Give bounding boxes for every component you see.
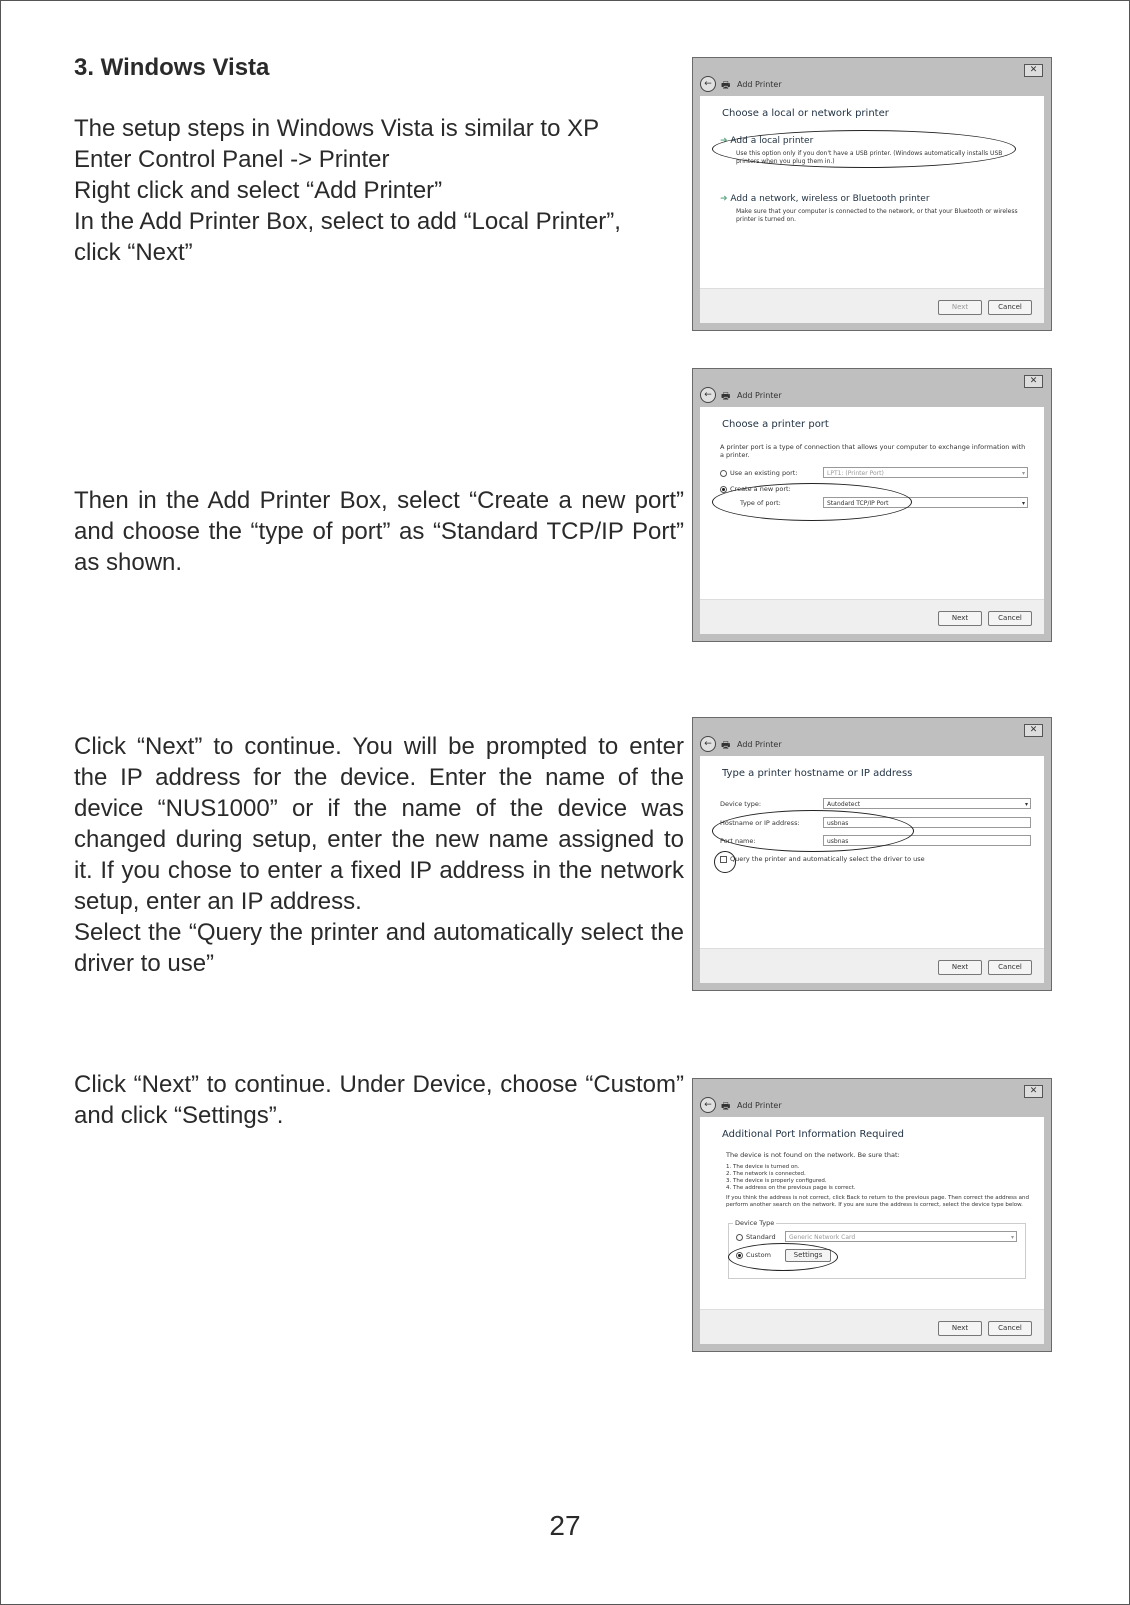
option-title: Add a network, wireless or Bluetooth printer bbox=[730, 194, 930, 204]
select-value: Generic Network Card bbox=[789, 1234, 856, 1241]
radio-label: Create a new port: bbox=[730, 485, 791, 493]
highlight-ellipse bbox=[712, 810, 914, 852]
dialog-intro: The device is not found on the network. Be sure that: bbox=[726, 1151, 900, 1159]
checkbox-highlight-circle bbox=[714, 851, 736, 873]
chevron-down-icon: ▾ bbox=[1024, 801, 1028, 808]
select-value: Autodetect bbox=[827, 801, 861, 808]
query-printer-checkbox[interactable] bbox=[720, 855, 925, 863]
list-item: 1. The device is turned on. bbox=[726, 1164, 800, 1170]
list-item: 2. The network is connected. bbox=[726, 1171, 806, 1177]
type-of-port-label: Type of port: bbox=[740, 499, 781, 507]
dialog-heading: Additional Port Information Required bbox=[722, 1129, 904, 1140]
device-type-label: Device type: bbox=[720, 800, 762, 808]
port-paragraph: Then in the Add Printer Box, select “Create a new port” and choose the “type of port” as “Standard TCP/IP Port” as shown. bbox=[74, 487, 684, 576]
section-heading: 3. Windows Vista bbox=[74, 54, 270, 81]
use-existing-port-radio[interactable] bbox=[720, 469, 797, 477]
intro-paragraph bbox=[74, 113, 684, 268]
intro-line: Enter Control Panel -> Printer bbox=[74, 146, 390, 173]
port-name-label: Port name: bbox=[720, 837, 756, 845]
hostname-label: Hostname or IP address: bbox=[720, 819, 800, 827]
radio-label: Custom bbox=[746, 1251, 771, 1259]
back-arrow-icon[interactable]: ← bbox=[700, 736, 716, 752]
page-number: 27 bbox=[549, 1510, 581, 1541]
dialog-title: Add Printer bbox=[737, 391, 782, 400]
existing-port-select[interactable] bbox=[823, 467, 1028, 478]
standard-radio[interactable] bbox=[736, 1233, 776, 1241]
radio-icon bbox=[720, 470, 727, 477]
radio-label: Use an existing port: bbox=[730, 469, 798, 477]
green-arrow-icon: ➜ bbox=[720, 136, 728, 146]
radio-icon bbox=[736, 1234, 743, 1241]
list-item: 3. The device is properly configured. bbox=[726, 1178, 827, 1184]
standard-device-select[interactable] bbox=[785, 1231, 1017, 1242]
intro-line: The setup steps in Windows Vista is similar to XP bbox=[74, 115, 600, 142]
dialog-heading: Choose a printer port bbox=[722, 419, 829, 430]
next-button[interactable]: Next bbox=[938, 611, 982, 626]
highlight-ellipse bbox=[712, 483, 912, 521]
cancel-button[interactable]: Cancel bbox=[988, 1321, 1032, 1336]
highlight-ellipse bbox=[728, 1243, 838, 1271]
dialog-note: If you think the address is not correct, click Back to return to the previous page. Then correct the address and perform another search on the network. If you are sure the address is correct, select the device type below. bbox=[726, 1195, 1029, 1208]
option-description: Use this option only if you don't have a USB printer. (Windows automatically installs USB printers when you plug them in.) bbox=[736, 150, 1003, 165]
dialog-heading: Type a printer hostname or IP address bbox=[722, 768, 913, 779]
close-icon[interactable]: ✕ bbox=[1024, 375, 1043, 388]
printer-icon: 🖶 bbox=[721, 391, 731, 402]
add-printer-dialog-4 bbox=[692, 1078, 1052, 1352]
checklist bbox=[726, 1164, 856, 1192]
custom-paragraph: Click “Next” to continue. Under Device, choose “Custom” and click “Settings”. bbox=[74, 1071, 684, 1129]
list-item: 4. The address on the previous page is correct. bbox=[726, 1185, 856, 1191]
radio-label: Standard bbox=[746, 1233, 776, 1241]
settings-button[interactable]: Settings bbox=[785, 1249, 831, 1262]
printer-icon: 🖶 bbox=[721, 80, 731, 91]
query-paragraph: Select the “Query the printer and automatically select the driver to use” bbox=[74, 919, 684, 977]
add-printer-dialog-1 bbox=[692, 57, 1052, 331]
cancel-button[interactable]: Cancel bbox=[988, 611, 1032, 626]
dialog-title: Add Printer bbox=[737, 740, 782, 749]
ip-paragraph: Click “Next” to continue. You will be prompted to enter the IP address for the device. Enter the name of the device “NUS1000” or if the name of the device was changed during setup, enter the new name assigned to it. If you chose to enter a fixed IP address in the network setup, enter an IP address. bbox=[74, 733, 684, 915]
group-label: Device Type bbox=[735, 1219, 775, 1227]
intro-line: Right click and select “Add Printer” bbox=[74, 177, 443, 204]
intro-line: click “Next” bbox=[74, 239, 193, 266]
printer-icon: 🖶 bbox=[721, 740, 731, 751]
add-network-printer-option[interactable] bbox=[720, 194, 930, 204]
cancel-button[interactable]: Cancel bbox=[988, 300, 1032, 315]
dialog-title: Add Printer bbox=[737, 80, 782, 89]
dialog-description: A printer port is a type of connection that allows your computer to exchange information with a printer. bbox=[720, 443, 1026, 459]
close-icon[interactable]: ✕ bbox=[1024, 724, 1043, 737]
add-printer-dialog-3 bbox=[692, 717, 1052, 991]
device-type-select[interactable] bbox=[823, 798, 1031, 809]
printer-icon: 🖶 bbox=[721, 1101, 731, 1112]
add-printer-dialog-2 bbox=[692, 368, 1052, 642]
checkbox-label: Query the printer and automatically select the driver to use bbox=[730, 855, 925, 863]
next-button[interactable]: Next bbox=[938, 960, 982, 975]
highlight-ellipse bbox=[712, 130, 1016, 168]
chevron-down-icon: ▾ bbox=[1021, 500, 1025, 507]
select-value: Standard TCP/IP Port bbox=[827, 500, 889, 507]
option-description: Make sure that your computer is connected to the network, or that your Bluetooth or wireless printer is turned on. bbox=[736, 208, 1018, 223]
next-button[interactable]: Next bbox=[938, 1321, 982, 1336]
back-arrow-icon[interactable]: ← bbox=[700, 1097, 716, 1113]
hostname-input[interactable]: usbnas bbox=[823, 817, 1031, 828]
back-arrow-icon[interactable]: ← bbox=[700, 387, 716, 403]
intro-line: In the Add Printer Box, select to add “Local Printer”, bbox=[74, 208, 621, 235]
select-value: LPT1: (Printer Port) bbox=[827, 470, 884, 477]
close-icon[interactable]: ✕ bbox=[1024, 64, 1043, 77]
cancel-button[interactable]: Cancel bbox=[988, 960, 1032, 975]
chevron-down-icon: ▾ bbox=[1010, 1234, 1014, 1241]
dialog-heading: Choose a local or network printer bbox=[722, 108, 889, 119]
close-icon[interactable]: ✕ bbox=[1024, 1085, 1043, 1098]
chevron-down-icon: ▾ bbox=[1021, 470, 1025, 477]
option-title: Add a local printer bbox=[730, 136, 814, 146]
next-button[interactable]: Next bbox=[938, 300, 982, 315]
dialog-title: Add Printer bbox=[737, 1101, 782, 1110]
port-name-input[interactable]: usbnas bbox=[823, 835, 1031, 846]
back-arrow-icon[interactable]: ← bbox=[700, 76, 716, 92]
green-arrow-icon: ➜ bbox=[720, 194, 728, 204]
